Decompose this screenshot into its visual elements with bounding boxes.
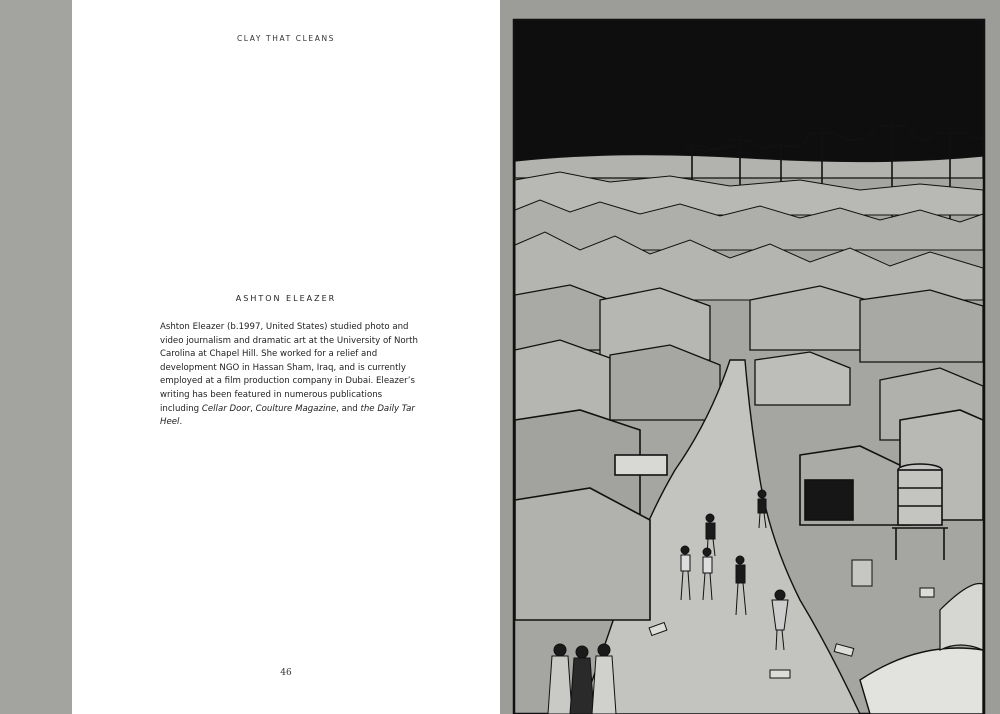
right-page [500, 0, 1000, 714]
distant-tents [515, 172, 983, 300]
bio-separator: , and [336, 403, 361, 414]
publication-title: Coulture Magazine [255, 403, 337, 414]
running-head: CLAY THAT CLEANS [236, 34, 336, 43]
bio-separator: , [250, 403, 256, 414]
author-heading: ASHTON ELEAZER [235, 294, 337, 303]
bio-text: Ashton Eleazer (b.1997, United States) studied photo and video journalism and dramatic art at the University of North Carolina at Chapel Hill. She worked for a relief and development NGO in Hassan Sham, Iraq, and is currently employed at a film production company in Dubai. Eleazer’s writing has been featured in numerous publications including [160, 322, 418, 414]
camp-illustration [500, 0, 1000, 714]
publication-title: the Daily Tar Heel [160, 403, 415, 428]
book-cover-edge [0, 0, 72, 714]
bio-end: . [179, 417, 183, 428]
page-number: 46 [280, 668, 292, 678]
publication-title: Cellar Door [201, 403, 251, 414]
author-bio [160, 321, 418, 430]
left-page [72, 0, 500, 714]
